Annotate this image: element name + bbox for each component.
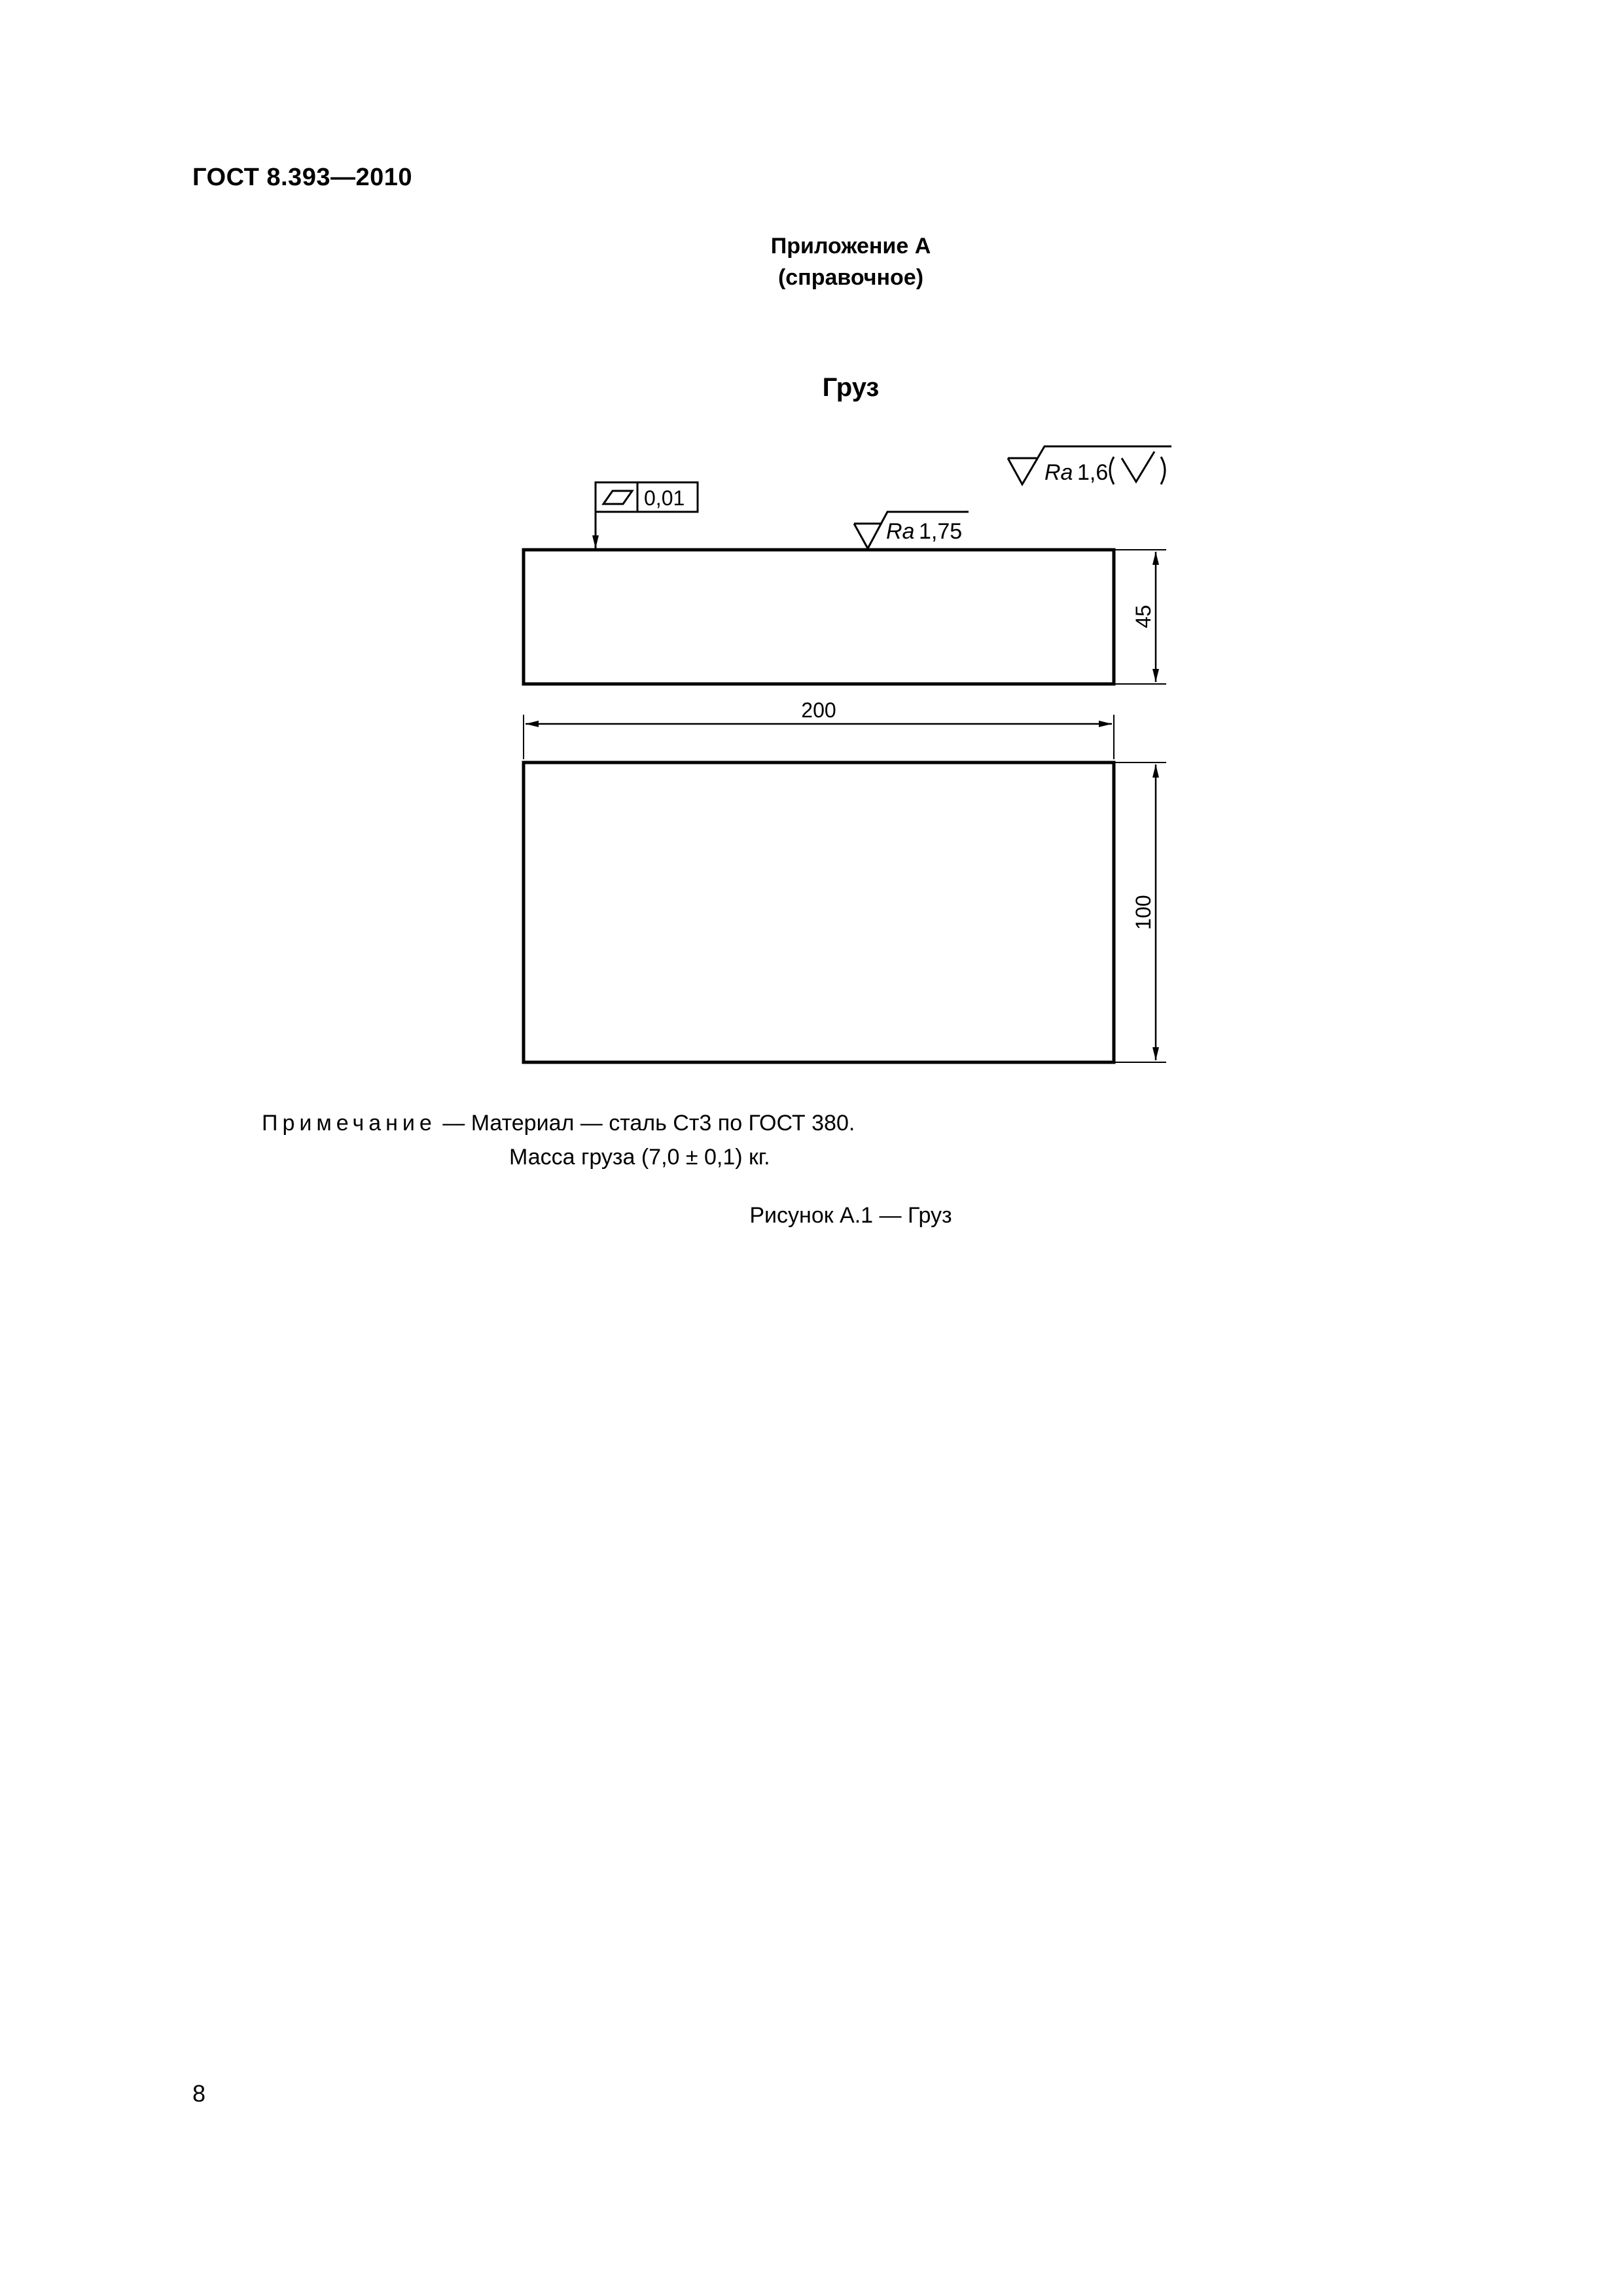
flatness-icon [603,491,632,504]
flatness-tolerance-frame [596,482,698,548]
dimension-label-45: 45 [1132,605,1155,628]
figure-caption: Рисунок А.1 — Груз [749,1203,952,1228]
top-view-outline [524,762,1114,1062]
note-line-1 [262,1106,855,1140]
note-text-1: — Материал — сталь Ст3 по ГОСТ 380. [442,1111,855,1136]
small-check-icon [1122,452,1154,482]
general-roughness-symbol [1008,446,1171,485]
dimension-height-100 [1114,762,1166,1062]
tolerance-value: 0,01 [644,486,685,510]
general-roughness-param: Ra [1044,460,1073,485]
top-roughness-value: 1,75 [919,519,963,544]
dimension-label-200: 200 [801,698,836,722]
front-view-outline [524,550,1114,684]
dimension-label-100: 100 [1132,895,1155,930]
top-roughness-symbol [854,512,969,548]
document-code: ГОСТ 8.393—2010 [192,164,412,191]
top-roughness-param: Ra [886,519,915,544]
dimension-height-45 [1114,550,1166,684]
note-text-2: Масса груза (7,0 ± 0,1) кг. [509,1145,770,1170]
figure-note [262,1106,855,1174]
general-roughness-value: 1,6 [1077,460,1109,485]
note-label: Примечание [262,1111,437,1136]
page-number: 8 [192,2080,206,2107]
appendix-subtitle: (справочное) [777,265,924,290]
dimension-width-200 [524,698,1114,759]
appendix-title: Приложение А [770,234,931,259]
figure-title: Груз [822,373,880,402]
